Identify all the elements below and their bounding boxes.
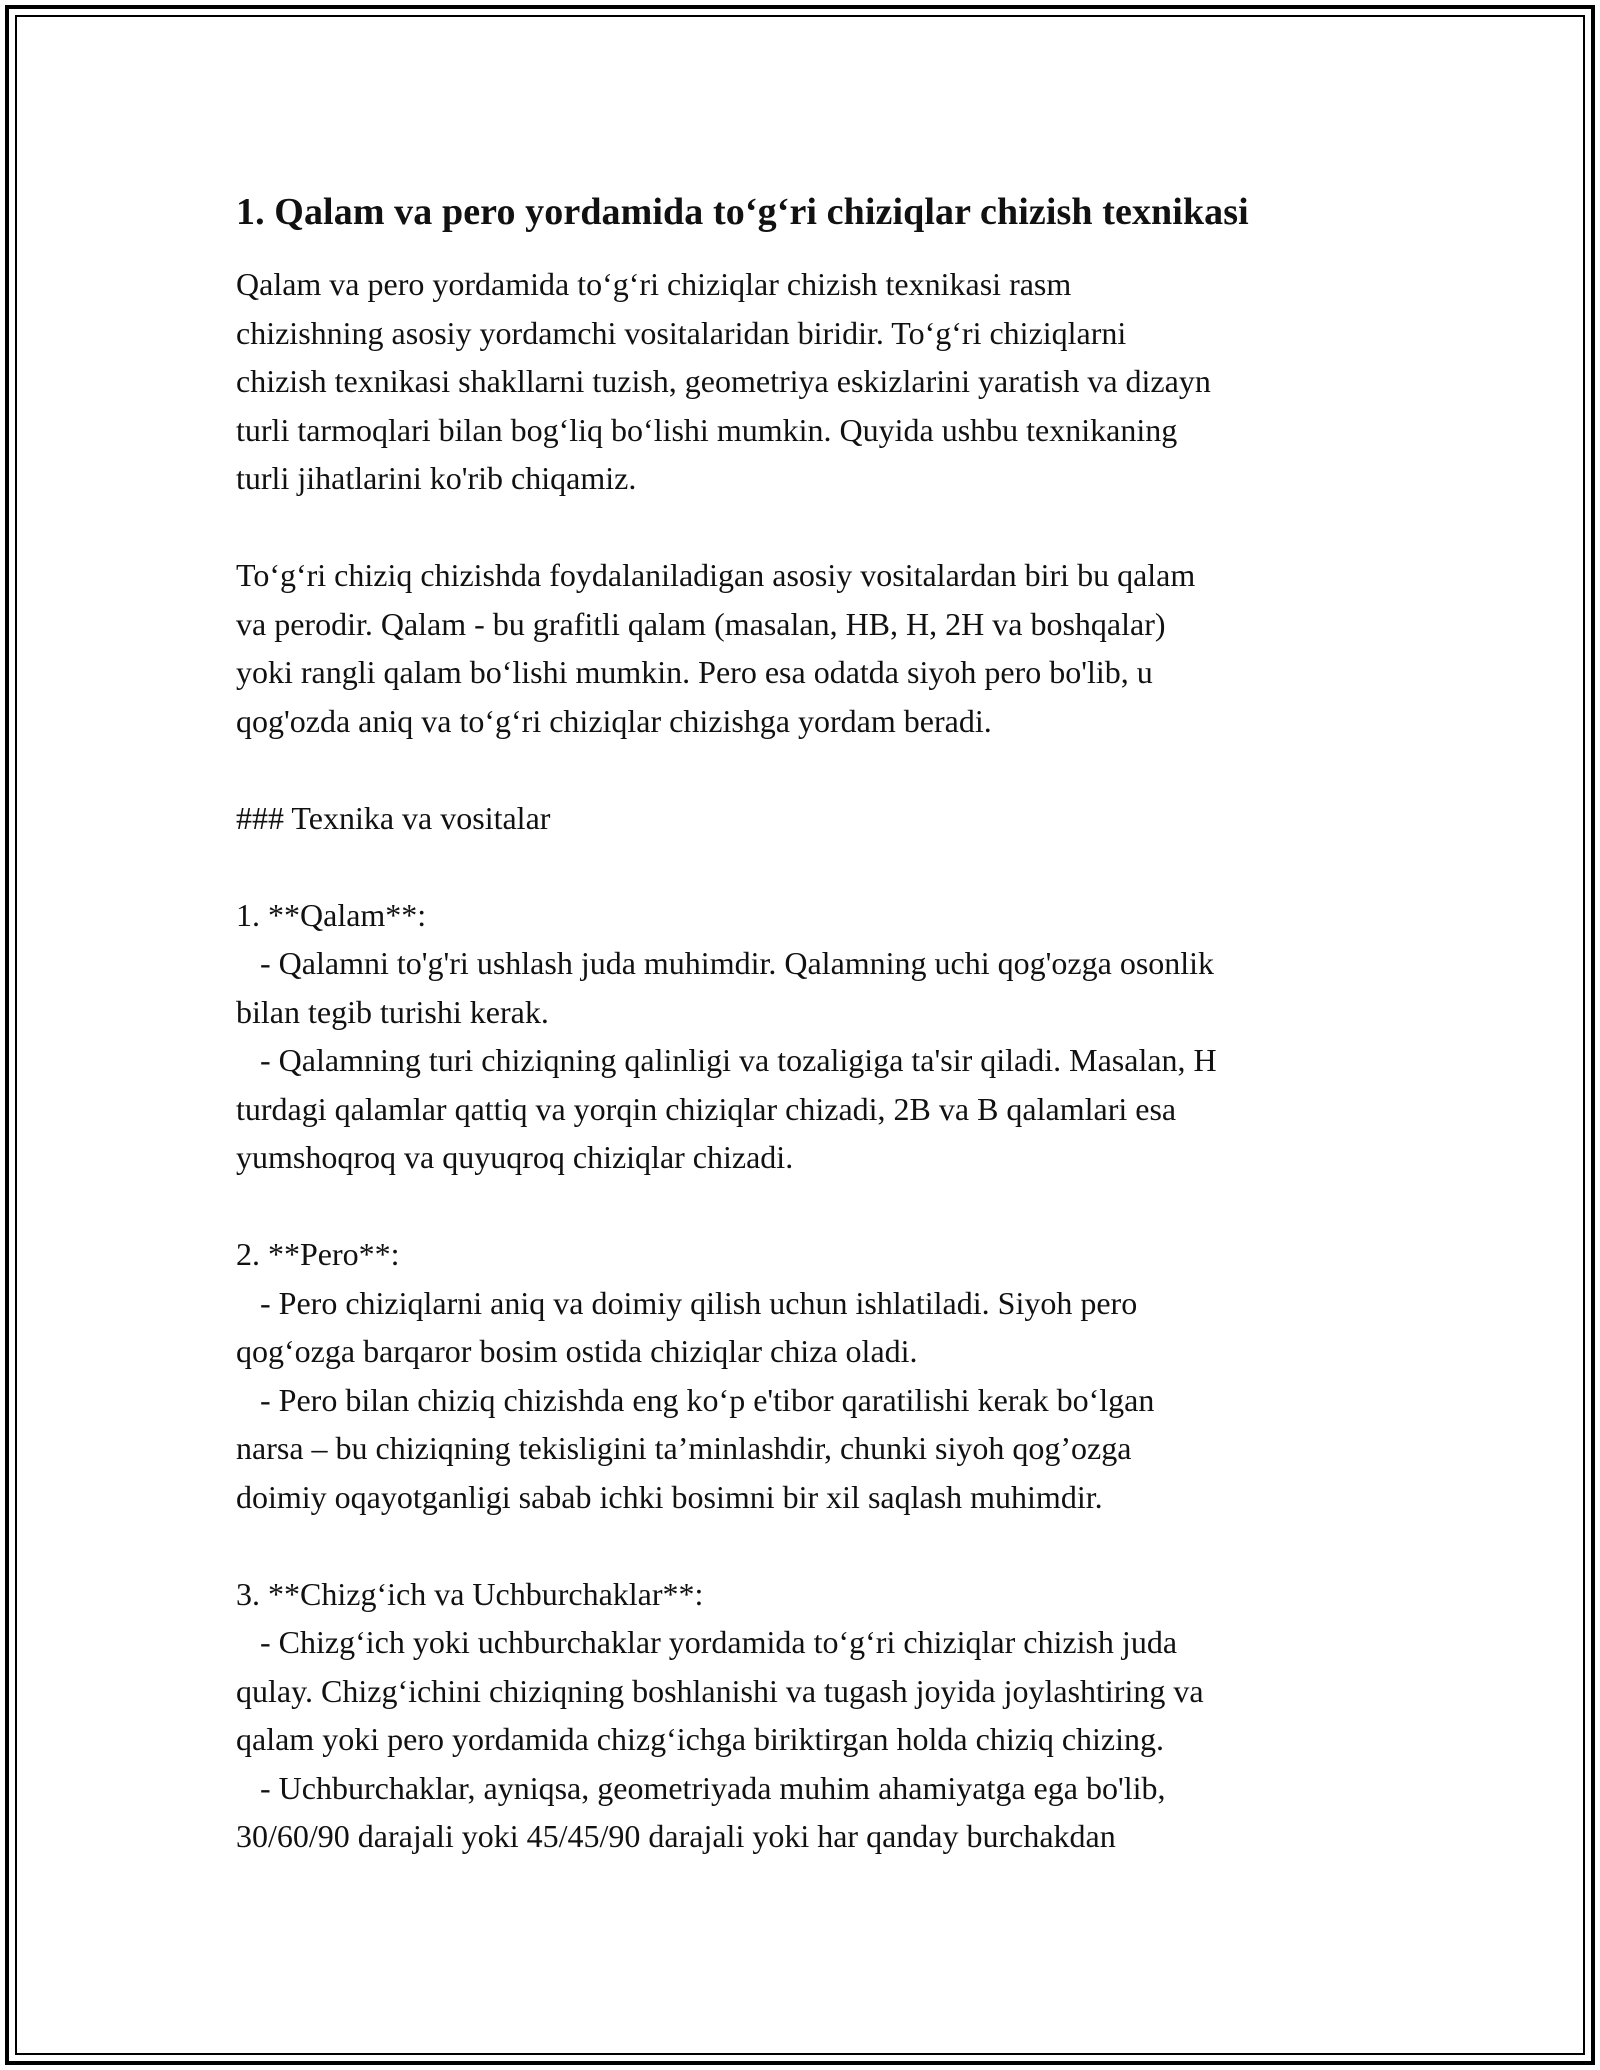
text-line: 1. **Qalam**:	[236, 896, 427, 933]
text-line: chizish texnikasi shakllarni tuzish, geometriya eskizlarini yaratish va dizayn	[236, 363, 1211, 399]
text-line: doimiy oqayotganligi sabab ichki bosimni bir xil saqlash muhimdir.	[236, 1478, 1103, 1515]
text-line: ### Texnika va vositalar	[236, 799, 551, 836]
blank-line	[236, 1182, 1386, 1231]
text-line: 2. **Pero**:	[236, 1236, 400, 1272]
text-line: qog'ozda aniq va to‘g‘ri chiziqlar chizishga yordam beradi.	[236, 702, 992, 739]
text-line: yoki rangli qalam bo‘lishi mumkin. Pero esa odatda siyoh pero bo'lib, u	[236, 654, 1153, 690]
blank-line	[236, 842, 1386, 891]
blank-line	[236, 1521, 1386, 1570]
text-line: - Qalamni to'g'ri ushlash juda muhimdir. Qalamning uchi qog'ozga osonlik	[236, 945, 1215, 981]
text-line: turdagi qalamlar qattiq va yorqin chiziqlar chizadi, 2B va B qalamlari esa	[236, 1090, 1177, 1127]
text-line: narsa – bu chiziqning tekisligini ta’minlashdir, chunki siyoh qog’ozga	[236, 1430, 1132, 1466]
blank-line	[236, 503, 1386, 552]
document-title: 1. Qalam va pero yordamida to‘g‘ri chiziqlar chizish texnikasi	[236, 191, 1249, 233]
document-text	[236, 260, 1386, 1861]
text-line: bilan tegib turishi kerak.	[236, 993, 549, 1030]
text-line: qog‘ozga barqaror bosim ostida chiziqlar chiza oladi.	[236, 1333, 918, 1369]
blank-line	[236, 745, 1386, 794]
text-line: 30/60/90 darajali yoki 45/45/90 darajali yoki har qanday burchakdan	[236, 1818, 1116, 1854]
text-line: chizishning asosiy yordamchi vositalaridan biridir. To‘g‘ri chiziqlarni	[236, 314, 1127, 351]
text-line: Qalam va pero yordamida to‘g‘ri chiziqlar chizish texnikasi rasm	[236, 266, 1072, 302]
text-line: - Uchburchaklar, ayniqsa, geometriyada muhim ahamiyatga ega bo'lib,	[236, 1769, 1166, 1806]
document-body	[236, 186, 1386, 1861]
text-line: - Chizg‘ich yoki uchburchaklar yordamida to‘g‘ri chiziqlar chizish juda	[236, 1624, 1178, 1660]
text-line: - Pero chiziqlarni aniq va doimiy qilish uchun ishlatiladi. Siyoh pero	[236, 1284, 1138, 1321]
text-line: turli jihatlarini ko'rib chiqamiz.	[236, 460, 637, 496]
text-line: qalam yoki pero yordamida chizg‘ichga biriktirgan holda chiziq chizing.	[236, 1721, 1164, 1757]
text-line: qulay. Chizg‘ichini chiziqning boshlanishi va tugash joyida joylashtiring va	[236, 1672, 1204, 1709]
text-line: - Pero bilan chiziq chizishda eng ko‘p e'tibor qaratilishi kerak bo‘lgan	[236, 1381, 1155, 1418]
text-line: 3. **Chizg‘ich va Uchburchaklar**:	[236, 1575, 704, 1612]
text-line: va perodir. Qalam - bu grafitli qalam (masalan, HB, H, 2H va boshqalar)	[236, 605, 1166, 642]
text-line: turli tarmoqlari bilan bog‘liq bo‘lishi mumkin. Quyida ushbu texnikaning	[236, 411, 1178, 448]
text-line: To‘g‘ri chiziq chizishda foydalaniladigan asosiy vositalardan biri bu qalam	[236, 557, 1196, 593]
text-line: - Qalamning turi chiziqning qalinligi va tozaligiga ta'sir qiladi. Masalan, H	[236, 1042, 1217, 1078]
text-line: yumshoqroq va quyuqroq chiziqlar chizadi.	[236, 1139, 794, 1175]
